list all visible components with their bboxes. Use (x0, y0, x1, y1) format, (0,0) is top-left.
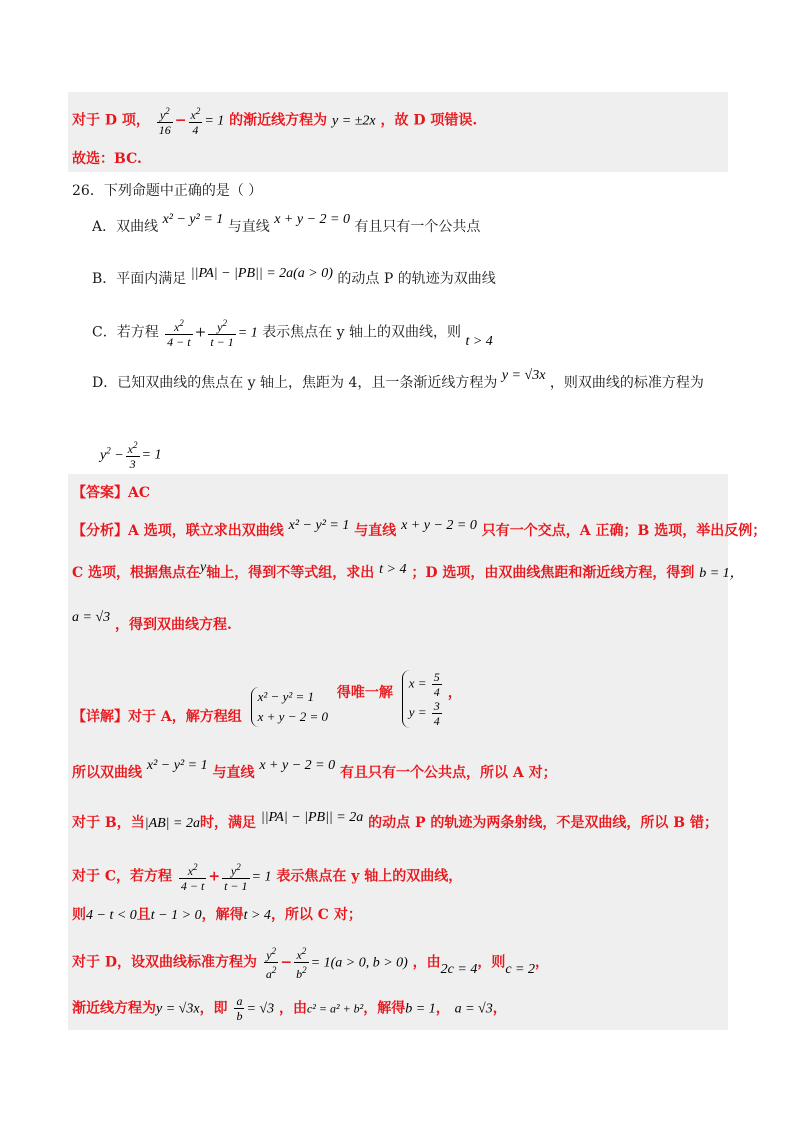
option-d: D．已知双曲线的焦点在 y 轴上，焦距为 4，且一条渐近线方程为 y = √3x ，则双曲线的标准方程为 (92, 368, 704, 391)
option-c: C．若方程 $\frac{x^2}{4 - t}$ + $\frac{y^2}{t - 1}$ = 1 表示焦点在 y 轴上的双曲线，则 t > 4 (92, 318, 493, 349)
detail-c: 对于 C，若方程 $\frac{x^2}{4 - t}$ + $\frac{y^2}{t - 1}$ = 1 表示焦点在 y 轴上的双曲线， (72, 862, 463, 893)
option-d-equation: $y^2$ − $\frac{x^2}{3}$ = 1 (100, 440, 162, 471)
detail-d-conclusion: 渐近线方程为y = √3x，即 $\frac{a}{b}$ = √3 ，由c² = a² + b²，解得b = 1， a = √3， (72, 994, 507, 1023)
question-stem: 26．下列命题中正确的是（ ） (72, 183, 263, 199)
detail-d: 对于 D，设双曲线标准方程为 $\frac{y^2}{a^2}$ − $\frac{x^2}{b^2}$ = 1(a > 0, b > 0) ，由2c = 4，则c = 2， (72, 946, 550, 981)
option-d-review: 对于 D 项， $\frac{y^2}{16}$ − $\frac{x^2}{4}$ = 1 的渐近线方程为 y = ±2x ，故 D 项错误. (72, 106, 478, 137)
analysis-line-1: 【分析】A 选项，联立求出双曲线 x² − y² = 1 与直线 x + y − 2 = 0 只有一个交点，A 正确；B 选项，举出反例； (72, 518, 767, 539)
detail-a: 【详解】对于 A，解方程组 x² − y² = 1 x + y − 2 = 0 得唯一解 x = $\frac{5}{4}$ y = $\frac{3}{4}$ ， (72, 670, 462, 728)
analysis-line-3: a = √3 ，得到双曲线方程. (72, 610, 232, 633)
detail-a-conclusion: 所以双曲线 x² − y² = 1 与直线 x + y − 2 = 0 有且只有一个公共点，所以 A 对； (72, 758, 557, 781)
detail-c-conclusion: 则4 − t < 0且t − 1 > 0，解得t > 4，所以 C 对； (72, 907, 362, 923)
detail-b: 对于 B，当|AB| = 2a时，满足 ||PA| − |PB|| = 2a 的动点 P 的轨迹为两条射线，不是双曲线，所以 B 错； (72, 810, 718, 831)
analysis-line-2: C 选项，根据焦点在y轴上，得到不等式组，求出 t > 4 ；D 选项，由双曲线焦距和渐近线方程，得到 b = 1， (72, 560, 744, 581)
option-a: A．双曲线 x² − y² = 1 与直线 x + y − 2 = 0 有且只有一个公共点 (92, 212, 481, 235)
answer-label: 【答案】AC (72, 485, 151, 501)
option-b: B．平面内满足 ||PA| − |PB|| = 2a(a > 0) 的动点 P 的轨迹为双曲线 (92, 266, 496, 287)
answer-line: 故选：BC. (72, 151, 142, 167)
